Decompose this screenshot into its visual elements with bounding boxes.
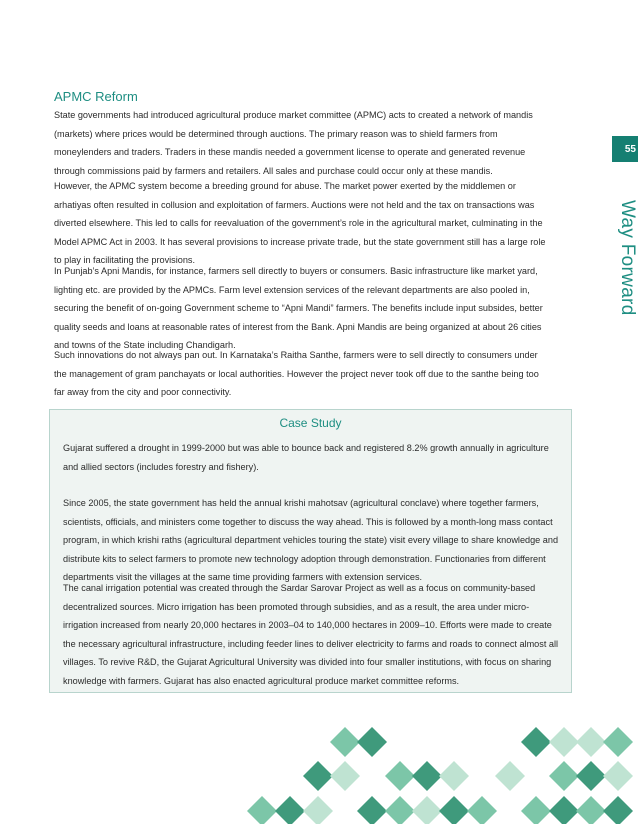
decorative-diamond <box>549 727 579 757</box>
paragraph-apmc-intro: State governments had introduced agricultural produce market committee (APMC) acts to created a network of mandis (markets) where prices would be determined through auctions. The primary reason was to shield farmers from moneylenders and traders. Traders in these mandis needed a government license to operate and generated revenue through commissions paid by farmers and retailers. All sales and purchase could occur only at these mandis. <box>54 110 533 176</box>
decorative-diamond <box>439 761 469 791</box>
decorative-diamond <box>357 727 387 757</box>
decorative-diamond <box>412 796 442 824</box>
decorative-diamond <box>576 727 606 757</box>
decorative-diamond <box>467 796 497 824</box>
decorative-diamond <box>521 727 551 757</box>
decorative-diamond <box>549 761 579 791</box>
decorative-diamond <box>576 796 606 824</box>
case-study-box <box>49 409 572 693</box>
decorative-diamond <box>603 727 633 757</box>
decorative-diamond <box>385 761 415 791</box>
decorative-diamond <box>412 761 442 791</box>
decorative-diamond <box>303 796 333 824</box>
decorative-diamond <box>303 761 333 791</box>
paragraph-apni-mandis: In Punjab’s Apni Mandis, for instance, farmers sell directly to buyers or consumers. Basic infrastructure like market yard, lighting etc. are provided by the APMCs. Farm level extension services of the relevant departments are also pooled in, securing the benefit of on-going Government scheme to “Apni Mandi” farmers. The benefits include input subsides, better quality seeds and loans at reasonable rates of interest from the Bank. Apni Mandis are being organized at about 26 cities and towns of the State including Chandigarh. <box>54 266 543 351</box>
decorative-diamond <box>549 796 579 824</box>
case-study-title: Case Study <box>279 416 342 430</box>
paragraph-apmc-abuse: However, the APMC system become a breeding ground for abuse. The market power exerted by the middlemen or arhatiyas often resulted in collusion and exploitation of farmers. Auctions were not held and the tax on transactions was diverted elsewhere. This led to calls for reevaluation of the government’s role in the agricultural market, culminating in the Model APMC Act in 2003. It has several provisions to increase private trade, but the state government still has a large role to play in facilitating the provisions. <box>54 181 546 266</box>
decorative-diamond <box>385 796 415 824</box>
page-number-tab: 55 <box>612 136 638 162</box>
section-heading: APMC Reform <box>54 89 138 104</box>
decorative-diamond <box>357 796 387 824</box>
section-label: Way Forward <box>617 200 638 316</box>
decorative-diamond <box>495 761 525 791</box>
decorative-diamond <box>603 761 633 791</box>
decorative-diamond <box>439 796 469 824</box>
decorative-diamond <box>521 796 551 824</box>
case-study-paragraph-drought: Gujarat suffered a drought in 1999-2000 but was able to bounce back and registered 8.2% growth annually in agriculture and allied sectors (includes forestry and fishery). <box>63 443 549 472</box>
decorative-diamond <box>576 761 606 791</box>
decorative-diamond <box>247 796 277 824</box>
paragraph-raitha-santhe: Such innovations do not always pan out. In Karnataka’s Raitha Santhe, farmers were to sell directly to consumers under the management of gram panchayats or local authorities. However the project never took off due to the santhe being too far away from the city and poor connectivity. <box>54 350 539 398</box>
case-study-paragraph-krishi-mahotsav: Since 2005, the state government has held the annual krishi mahotsav (agricultural conclave) where together farmers, scientists, officials, and ministers come together to discuss the way ahead. This is followed by a month-long mass contact program, in which krishi raths (agricultural department vehicles touring the state) visit every village to share knowledge and distribute kits to select farmers to promote new technology adoption through demonstration. Functionaries from different departments visit the villages at the same time providing farmers with extension services. <box>63 498 559 583</box>
case-study-paragraph-irrigation: The canal irrigation potential was created through the Sardar Sarovar Project as well as a focus on community-based decentralized sources. Micro irrigation has been promoted through subsidies, and as a result, the area under micro-irrigation increased from nearly 20,000 hectares in 2003–04 to 140,000 hectares in 2009–10. Efforts were made to create the necessary agricultural infrastructure, including feeder lines to deliver electricity to farms and roads to connect almost all villages. To revive R&D, the Gujarat Agricultural University was divided into four smaller institutions, with focus on sharing knowledge with farmers. Gujarat has also enacted agricultural produce market committee reforms. <box>63 583 559 686</box>
decorative-diamond <box>603 796 633 824</box>
decorative-diamond <box>330 761 360 791</box>
decorative-diamond <box>275 796 305 824</box>
decorative-diamond <box>330 727 360 757</box>
